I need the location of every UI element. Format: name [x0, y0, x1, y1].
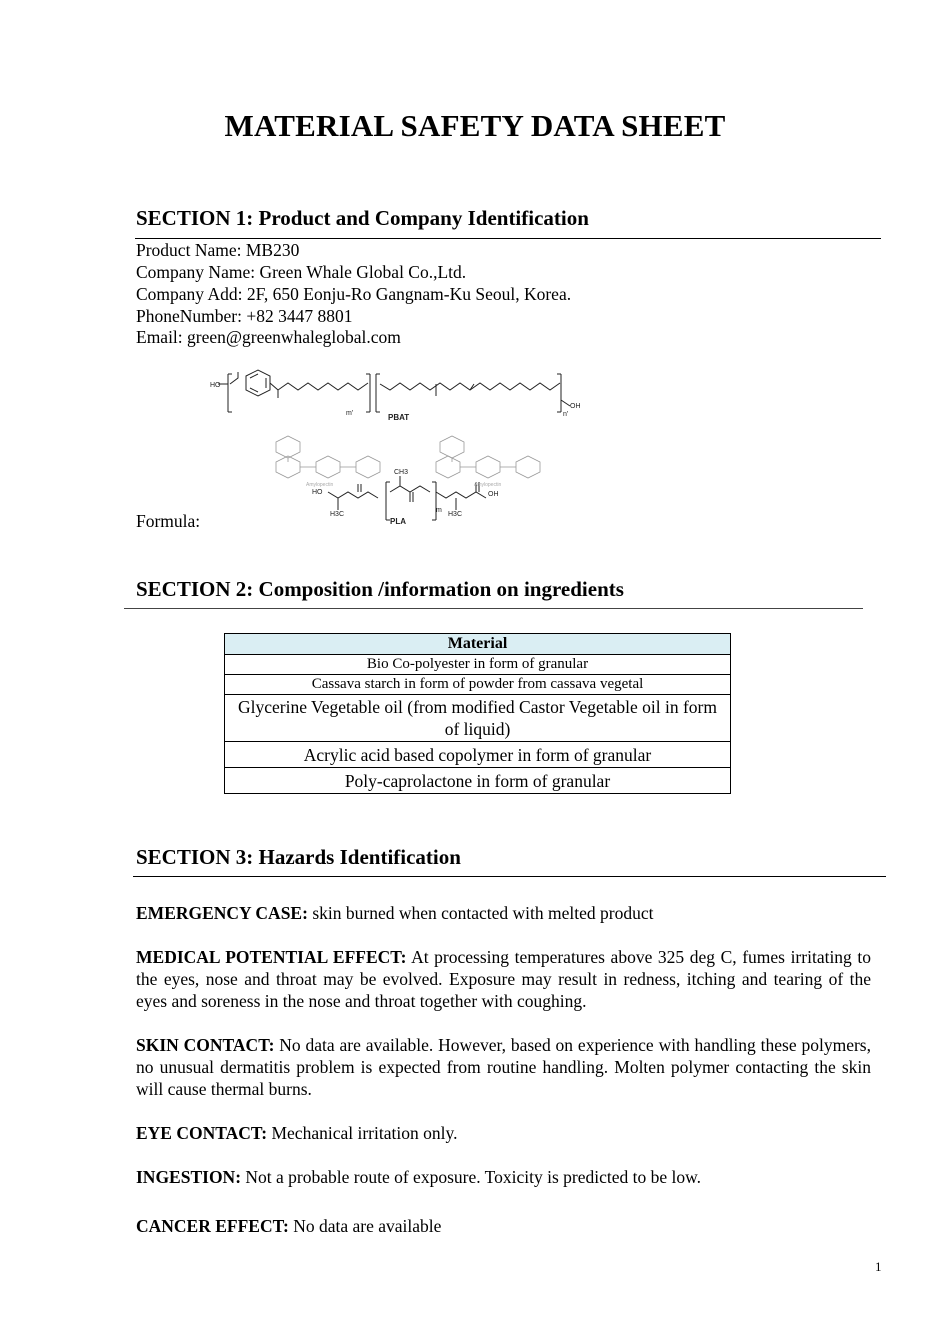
svg-text:PLA: PLA [390, 517, 406, 526]
table-cell: Cassava starch in form of powder from cassava vegetal [225, 675, 731, 695]
svg-text:HO: HO [312, 489, 323, 496]
formula-label: Formula: [136, 511, 201, 531]
hazard-label: MEDICAL POTENTIAL EFFECT: [136, 947, 407, 967]
chemical-structure-figure [208, 362, 598, 537]
table-header-row [225, 634, 731, 655]
hazard-text: Not a probable route of exposure. Toxicity is predicted to be low. [241, 1167, 702, 1187]
svg-text:m': m' [346, 410, 354, 417]
page-number: 1 [875, 1259, 882, 1274]
materials-table [224, 633, 731, 794]
hazard-cancer-effect [136, 1215, 871, 1237]
hazard-label: EYE CONTACT: [136, 1123, 268, 1143]
table-row [225, 742, 731, 768]
hazard-eye-contact [136, 1122, 871, 1144]
company-address: Company Add: 2F, 650 Eonju-Ro Gangnam-Ku Seoul, Korea. [136, 284, 572, 304]
table-row [225, 768, 731, 794]
hazard-text: Mechanical irritation only. [267, 1123, 458, 1143]
table-row [225, 655, 731, 675]
hazard-text: skin burned when contacted with melted product [307, 903, 654, 923]
svg-text:PBAT: PBAT [388, 413, 410, 422]
table-row [225, 675, 731, 695]
table-row [225, 695, 731, 742]
hazard-text: No data are available. However, based on experience with handling these polymers, no unusual dermatitis problem is expected from routine handling. Molten polymer contacting the skin will cause thermal burns. [136, 1035, 871, 1099]
email: Email: green@greenwhaleglobal.com [136, 327, 401, 347]
hazard-label: CANCER EFFECT: [136, 1216, 289, 1236]
table-cell: Bio Co-polyester in form of granular [225, 655, 731, 675]
svg-text:H3C: H3C [448, 511, 463, 518]
phone-number: PhoneNumber: +82 3447 8801 [136, 306, 353, 326]
company-name: Company Name: Green Whale Global Co.,Ltd. [136, 262, 467, 282]
section1-heading: SECTION 1: Product and Company Identification [136, 206, 589, 230]
svg-text:m: m [436, 507, 442, 514]
svg-text:Amylopectin: Amylopectin [474, 482, 502, 488]
hazard-label: SKIN CONTACT: [136, 1035, 275, 1055]
section3-heading: SECTION 3: Hazards Identification [136, 845, 461, 869]
table-cell: Poly-caprolactone in form of granular [225, 768, 731, 794]
product-name: Product Name: MB230 [136, 240, 300, 260]
svg-text:n': n' [563, 411, 569, 418]
section2-heading: SECTION 2: Composition /information on ingredients [136, 577, 624, 601]
hazard-skin-contact [136, 1034, 871, 1100]
table-header-material: Material [225, 634, 731, 655]
svg-text:OH: OH [488, 491, 499, 498]
svg-text:HO: HO [210, 382, 221, 389]
hazard-ingestion [136, 1166, 871, 1188]
hazard-medical-potential-effect [136, 946, 871, 1012]
hazard-text: At processing temperatures above 325 deg C, fumes irritating to the eyes, nose and throat may be evolved. Exposure may result in redness, itching and tearing of the eyes and soreness in the nose and throat together with coughing. [136, 947, 872, 1011]
svg-text:Amylopectin: Amylopectin [306, 482, 334, 488]
table-cell: Acrylic acid based copolymer in form of granular [225, 742, 731, 768]
svg-text:OH: OH [570, 403, 581, 410]
hazard-emergency-case [136, 902, 871, 924]
svg-text:H3C: H3C [330, 511, 345, 518]
hazard-label: EMERGENCY CASE: [136, 903, 308, 923]
section3-divider [133, 876, 886, 877]
hazard-text: No data are available [288, 1216, 442, 1236]
table-cell: Glycerine Vegetable oil (from modified Castor Vegetable oil in form of liquid) [225, 695, 731, 742]
hazard-label: INGESTION: [136, 1167, 242, 1187]
svg-text:CH3: CH3 [394, 469, 409, 476]
section2-divider [124, 608, 863, 609]
document-title: MATERIAL SAFETY DATA SHEET [224, 108, 726, 143]
